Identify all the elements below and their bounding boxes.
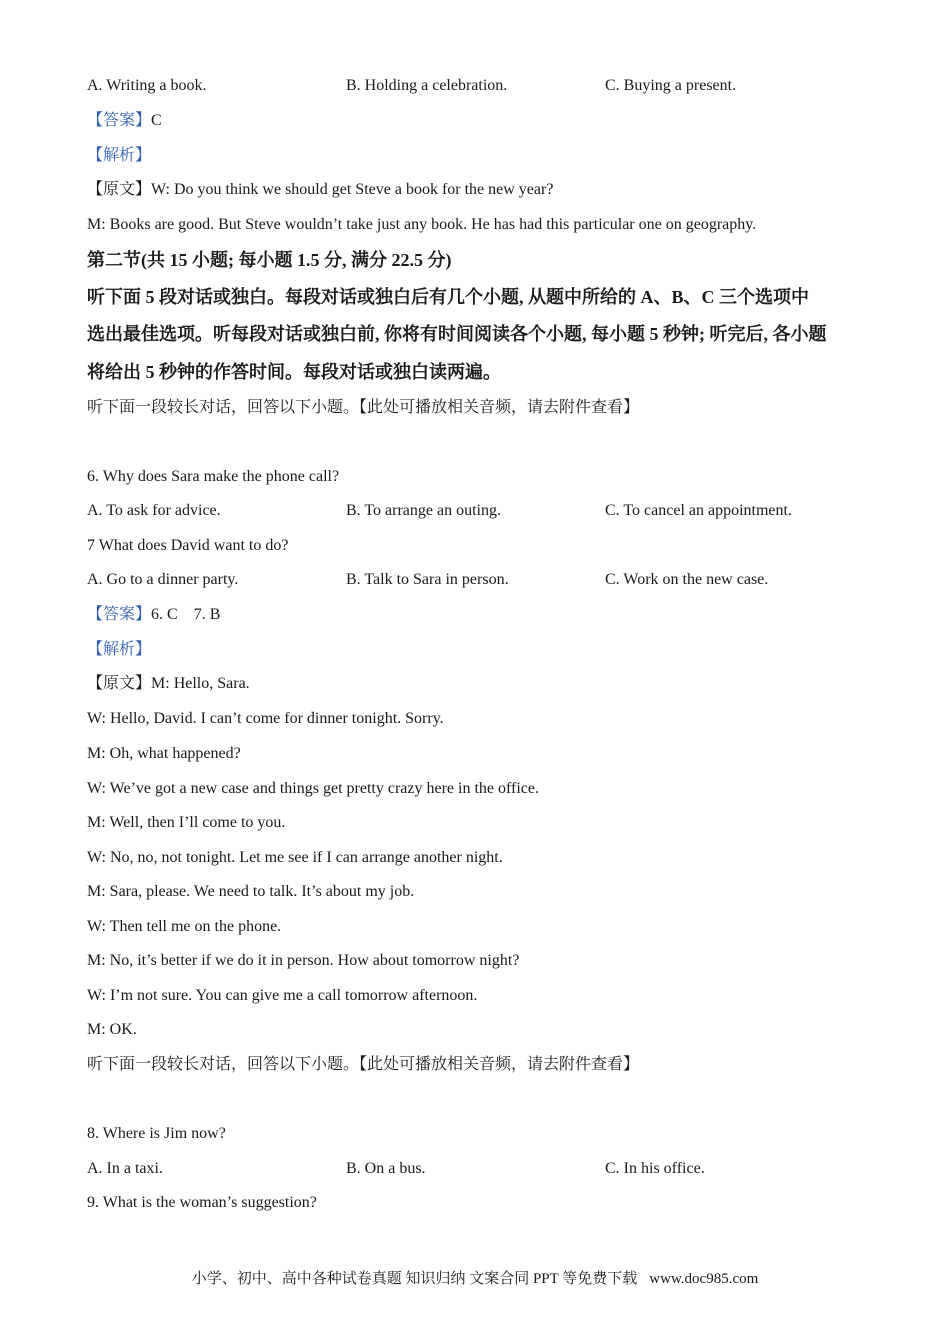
footer-text: 小学、初中、高中各种试卷真题 知识归纳 文案合同 PPT 等免费下载: [191, 1271, 638, 1287]
listen-note: 听下面一段较长对话，回答以下小题。【此处可播放相关音频，请去附件查看】: [87, 399, 640, 416]
q5-option-b: B. Holding a celebration.: [346, 77, 508, 94]
section-instruction-line: 选出最佳选项。听每段对话或独白前, 你将有时间阅读各个小题, 每小题 5 秒钟; 听完后, 各小题: [87, 324, 827, 344]
dialogue-line: W: No, no, not tonight. Let me see if I can arrange another night.: [87, 849, 503, 866]
q5-option-c: C. Buying a present.: [605, 77, 737, 94]
dialogue-line: [87, 674, 250, 694]
page-footer: [0, 1269, 950, 1289]
q8-option-b: B. On a bus.: [346, 1160, 426, 1177]
q7-option-b: B. Talk to Sara in person.: [346, 571, 509, 588]
q5-answer: [87, 111, 162, 131]
section-instruction-line: 听下面 5 段对话或独白。每段对话或独白后有几个小题, 从题中所给的 A、B、C 三个选项中: [87, 287, 810, 307]
answer-value: C: [151, 112, 162, 129]
dialogue-line: M: Sara, please. We need to talk. It’s about my job.: [87, 883, 415, 900]
q6-option-b: B. To arrange an outing.: [346, 502, 501, 519]
answer-value: 6. C 7. B: [151, 606, 221, 623]
answer-tag: 【答案】: [87, 112, 152, 129]
q6-question: 6. Why does Sara make the phone call?: [87, 468, 340, 485]
listen-note: 听下面一段较长对话，回答以下小题。【此处可播放相关音频，请去附件查看】: [87, 1056, 640, 1073]
q5-script-line: [87, 180, 553, 200]
q6-7-answer: [87, 605, 220, 625]
script-text: M: Hello, Sara.: [151, 675, 250, 692]
q7-question: 7 What does David want to do?: [87, 537, 289, 554]
q5-option-a: A. Writing a book.: [87, 77, 207, 94]
dialogue-line: W: I’m not sure. You can give me a call tomorrow afternoon.: [87, 987, 478, 1004]
dialogue-line: W: Hello, David. I can’t come for dinner tonight. Sorry.: [87, 710, 444, 727]
q5-script-line: M: Books are good. But Steve wouldn’t take just any book. He has had this particular one on geography.: [87, 216, 757, 233]
dialogue-line: W: Then tell me on the phone.: [87, 918, 282, 935]
analysis-tag: 【解析】: [87, 147, 152, 164]
section-instruction-line: 将给出 5 秒钟的作答时间。每段对话或独白读两遍。: [87, 362, 501, 382]
footer-site-link[interactable]: www.doc985.com: [649, 1271, 759, 1287]
q8-question: 8. Where is Jim now?: [87, 1125, 226, 1142]
q7-option-c: C. Work on the new case.: [605, 571, 769, 588]
q8-option-a: A. In a taxi.: [87, 1160, 163, 1177]
dialogue-line: M: Oh, what happened?: [87, 745, 241, 762]
dialogue-line: M: Well, then I’ll come to you.: [87, 814, 286, 831]
q6-option-c: C. To cancel an appointment.: [605, 502, 792, 519]
script-text: W: Do you think we should get Steve a book for the new year?: [151, 181, 554, 198]
q7-option-a: A. Go to a dinner party.: [87, 571, 239, 588]
original-tag: 【原文】: [87, 181, 152, 198]
q9-question: 9. What is the woman’s suggestion?: [87, 1194, 317, 1211]
q8-option-c: C. In his office.: [605, 1160, 705, 1177]
section-title: 第二节(共 15 小题; 每小题 1.5 分, 满分 22.5 分): [87, 250, 452, 270]
dialogue-line: W: We’ve got a new case and things get pretty crazy here in the office.: [87, 780, 540, 797]
dialogue-line: M: OK.: [87, 1021, 137, 1038]
answer-tag: 【答案】: [87, 606, 152, 623]
q6-option-a: A. To ask for advice.: [87, 502, 221, 519]
dialogue-line: M: No, it’s better if we do it in person. How about tomorrow night?: [87, 952, 520, 969]
analysis-tag: 【解析】: [87, 641, 152, 658]
original-tag: 【原文】: [87, 675, 152, 692]
